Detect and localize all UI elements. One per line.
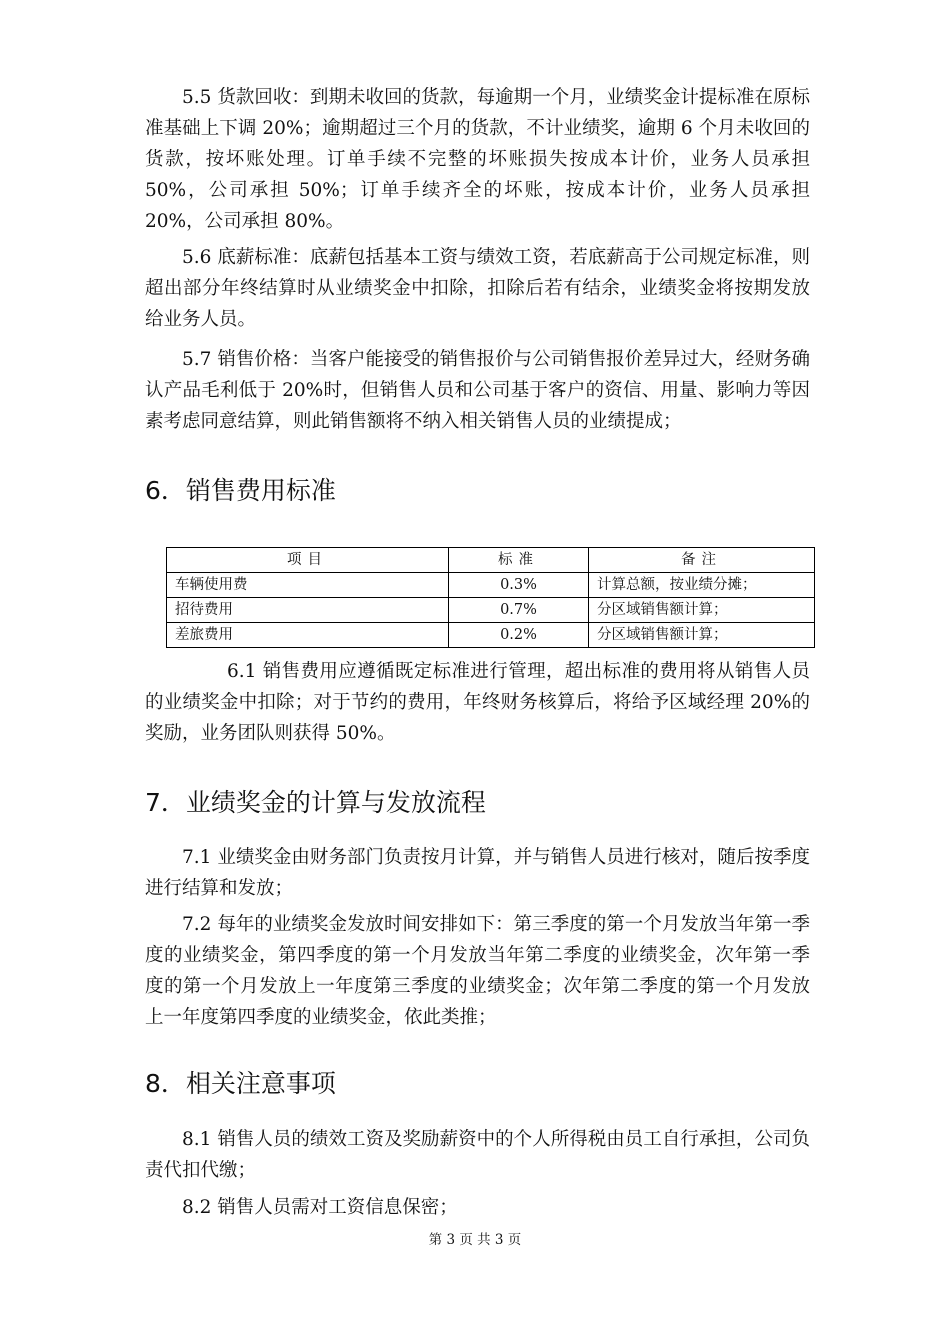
table-header-row xyxy=(167,548,815,573)
paragraph-8-2: 8.2 销售人员需对工资信息保密； xyxy=(182,1197,458,1218)
paragraph-5-7: 5.7 销售价格：当客户能接受的销售报价与公司销售报价差异过大，经财务确认产品毛利低于 20%时，但销售人员和公司基于客户的资信、用量、影响力等因素考虑同意结算，则此销售额将不纳入相关销售人员的业绩提成； xyxy=(145,349,810,432)
paragraph-7-1: 7.1 业绩奖金由财务部门负责按月计算，并与销售人员进行核对，随后按季度进行结算和发放； xyxy=(145,847,810,899)
page-footer: 第 3 页 共 3 页 xyxy=(428,1232,522,1248)
column-header-remarks: 备注 xyxy=(589,548,815,573)
cell-standard: 0.2% xyxy=(449,623,589,648)
paragraph-8-1: 8.1 销售人员的绩效工资及奖励薪资中的个人所得税由员工自行承担，公司负责代扣代缴； xyxy=(145,1129,810,1181)
cell-item: 招待费用 xyxy=(167,598,449,623)
cell-standard: 0.7% xyxy=(449,598,589,623)
cell-item: 车辆使用费 xyxy=(167,573,449,598)
column-header-item: 项目 xyxy=(167,548,449,573)
cell-standard: 0.3% xyxy=(449,573,589,598)
heading-section-8: 8．相关注意事项 xyxy=(145,1069,336,1098)
paragraph-5-5: 5.5 货款回收：到期未收回的货款，每逾期一个月，业绩奖金计提标准在原标准基础上下调 20%；逾期超过三个月的货款，不计业绩奖，逾期 6 个月未收回的货款，按坏账处理。订单手续不完整的坏账损失按成本计价，业务人员承担 50%，公司承担 50%；订单手续齐全的坏账，按成本计价，业务人员承担 20%，公司承担 80%。 xyxy=(145,87,810,232)
column-header-standard: 标准 xyxy=(449,548,589,573)
heading-section-7: 7．业绩奖金的计算与发放流程 xyxy=(145,788,486,817)
cell-remarks: 分区域销售额计算； xyxy=(589,598,815,623)
table-row xyxy=(167,573,815,598)
table-row xyxy=(167,623,815,648)
paragraph-7-2: 7.2 每年的业绩奖金发放时间安排如下：第三季度的第一个月发放当年第一季度的业绩奖金，第四季度的第一个月发放当年第二季度的业绩奖金，次年第一季度的第一个月发放上一年度第三季度的业绩奖金；次年第二季度的第一个月发放上一年度第四季度的业绩奖金，依此类推； xyxy=(145,914,810,1028)
paragraph-6-1: 6.1 销售费用应遵循既定标准进行管理，超出标准的费用将从销售人员的业绩奖金中扣除；对于节约的费用，年终财务核算后，将给予区域经理 20%的奖励，业务团队则获得 50%。 xyxy=(145,661,810,744)
cell-item: 差旅费用 xyxy=(167,623,449,648)
cell-remarks: 分区域销售额计算； xyxy=(589,623,815,648)
cell-remarks: 计算总额，按业绩分摊； xyxy=(589,573,815,598)
paragraph-5-6: 5.6 底薪标准：底薪包括基本工资与绩效工资，若底薪高于公司规定标准，则超出部分年终结算时从业绩奖金中扣除，扣除后若有结余，业绩奖金将按期发放给业务人员。 xyxy=(145,247,810,330)
sales-expense-table xyxy=(166,547,815,648)
heading-section-6: 6．销售费用标准 xyxy=(145,476,336,505)
table-row xyxy=(167,598,815,623)
